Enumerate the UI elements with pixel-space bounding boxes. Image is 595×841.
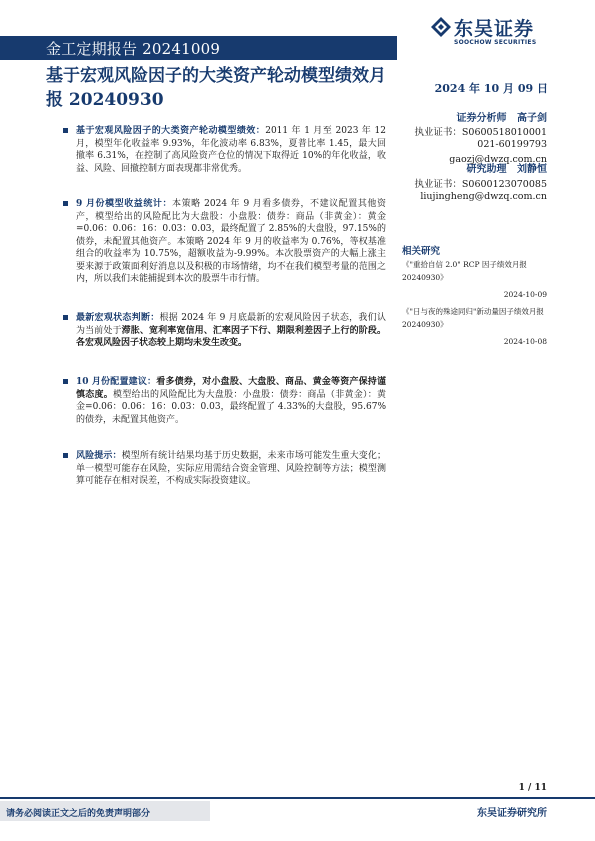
- section-lead: 风险提示：: [76, 451, 122, 461]
- related-item-1[interactable]: 《"重拾自信 2.0" RCP 因子绩效月报 20240930》: [402, 260, 527, 282]
- section-body: 2011 年 1 月至 2023 年 12 月，模型年化收益率 9.93%，年化波动率 6.83%，夏普比率 1.45，最大回撤率 6.31%，在控制了高风险资产仓位的情况下取得近 10%的年化收益，收益、风险、回撤控制方面表现都非常优秀。: [76, 126, 386, 174]
- logo-text-cn: 东吴证券: [454, 18, 535, 40]
- analyst-1-license: 执业证书：S0600518010001: [414, 127, 547, 138]
- bullet-icon: [63, 379, 68, 384]
- section-model-performance: [76, 125, 386, 175]
- related-research-title: 相关研究: [402, 246, 441, 257]
- section-september-returns: [76, 198, 386, 286]
- section-lead: 9 月份模型收益统计：: [76, 199, 173, 209]
- logo-text-en: SOOCHOW SECURITIES: [454, 39, 537, 46]
- company-logo: [430, 14, 560, 56]
- analyst-1-role: 证券分析师: [456, 113, 507, 124]
- footer-divider: [0, 797, 595, 799]
- section-emphasis: 滞胀、宽利率宽信用、汇率因子下行、期限利差因子上行的阶段。各宏观风险因子状态较上期均未发生改变。: [76, 325, 386, 348]
- section-lead: 最新宏观状态判断：: [76, 313, 160, 323]
- analyst-2-heading: [467, 160, 547, 175]
- bullet-icon: [63, 315, 68, 320]
- report-title: 基于宏观风险因子的大类资产轮动模型绩效月报 20240930: [46, 66, 386, 110]
- section-body: 模型所有统计结果均基于历史数据，未来市场可能发生重大变化；单一模型可能存在风险，实际应用需结合资金管理、风险控制等方法；模型测算可能存在相对误差，不构成实际投资建议。: [76, 451, 386, 486]
- section-body: 根据 2024 年 9 月底最新的宏观风险因子状态，我们认为当前处于: [76, 313, 386, 336]
- bullet-icon: [63, 128, 68, 133]
- series-title: 金工定期报告 20241009: [46, 40, 221, 58]
- analyst-2-email[interactable]: liujingheng@dwzq.com.cn: [420, 191, 547, 202]
- section-emphasis: 看多债券，对小盘股、大盘股、商品、黄金等资产保持谨慎态度。: [76, 377, 386, 400]
- section-lead: 基于宏观风险因子的大类资产轮动模型绩效：: [76, 126, 266, 136]
- analyst-2-role: 研究助理: [466, 164, 507, 175]
- related-item-2-date: 2024-10-08: [503, 337, 547, 346]
- logo-mark-icon: [430, 16, 452, 38]
- analyst-1-phone: 021-60199793: [477, 139, 547, 150]
- analyst-2-name: 刘静恒: [517, 164, 547, 175]
- related-item-2[interactable]: 《"日与夜的殊途同归"新动量因子绩效月报 20240930》: [402, 307, 544, 329]
- analyst-1-email[interactable]: gaozj@dwzq.com.cn: [449, 154, 547, 165]
- bullet-icon: [63, 453, 68, 458]
- section-october-allocation: [76, 376, 386, 426]
- section-lead: 10 月份配置建议：: [76, 377, 157, 387]
- section-body: 模型给出的风险配比为大盘股：小盘股：债券：商品（非黄金）：黄金=0.06：0.06：16：0.03：0.03，最终配置了 4.33%的大盘股，95.67%的债券，未配置其他资产。: [76, 389, 386, 425]
- page-number: 1 / 11: [518, 783, 547, 793]
- section-risk-warning: [76, 450, 386, 488]
- institute-name: 东吴证券研究所: [477, 808, 547, 819]
- disclaimer-note: 请务必阅读正文之后的免责声明部分: [6, 809, 151, 819]
- analyst-2-license: 执业证书：S0600123070085: [414, 179, 547, 190]
- related-item-1-date: 2024-10-09: [503, 290, 547, 299]
- analyst-1-heading: [457, 109, 547, 124]
- section-body: 本策略 2024 年 9 月看多债券，不建议配置其他资产，模型给出的风险配比为大盘股：小盘股：债券：商品（非黄金）：黄金=0.06：0.06：16：0.03：0.03，最终配置了 2.85%的大盘股，97.15%的债券，未配置其他资产。本策略 2024 年 9 月的收益率为 0.76%，等权基准组合的收益率为 10.75%，超额收益为-9.99%。本次股票资产的大幅上涨主要来源于政策面利好消息以及积极的市场情绪，均不在我们模型考量的范围之内，所以我们未能捕捉到本次的股票牛市行情。: [76, 199, 386, 284]
- report-date: 2024 年 10 月 09 日: [434, 82, 548, 95]
- analyst-1-name: 高子剑: [517, 113, 547, 124]
- section-macro-state: [76, 312, 386, 350]
- bullet-icon: [63, 201, 68, 206]
